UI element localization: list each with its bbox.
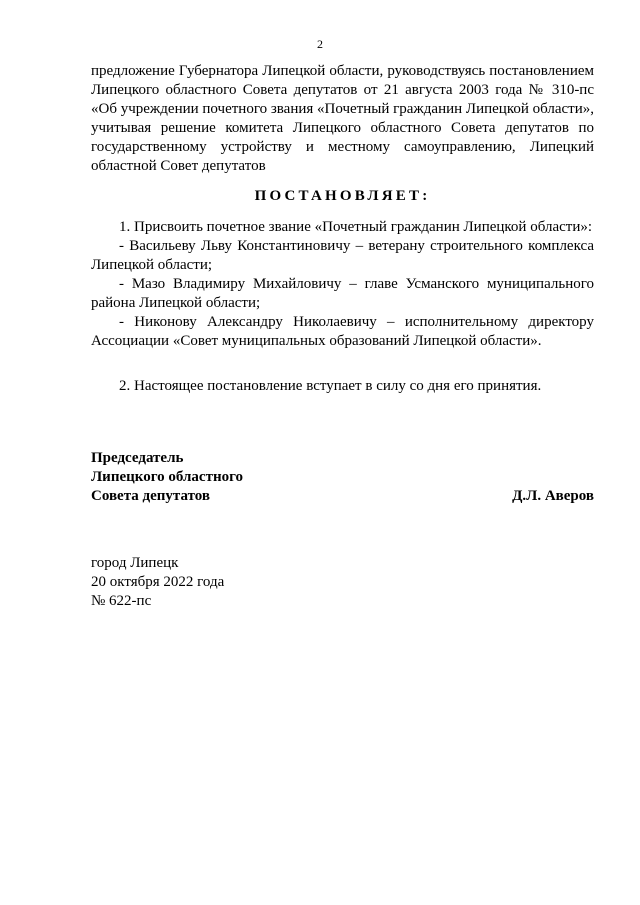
resolution-heading: ПОСТАНОВЛЯЕТ:	[254, 188, 431, 204]
recipient-item: - Васильеву Льву Константиновичу – ветерану строительного комплекса Липецкой области;	[91, 238, 594, 273]
signature-row	[91, 487, 594, 506]
signature-title-line: Совета депутатов	[91, 488, 210, 504]
footer-number: № 622-пс	[91, 593, 152, 609]
intro-paragraph: предложение Губернатора Липецкой области, руководствуясь постановлением Липецкого областного Совета депутатов от 21 августа 2003 года № 310-пс «Об учреждении почетного звания «Почетный гражданин Липецкой области», учитывая решение комитета Липецкого областного Совета депутатов по государственному устройству и местному самоуправлению, Липецкий областной Совет депутатов	[91, 63, 595, 174]
recipient-item: - Мазо Владимиру Михайловичу – главе Усманского муниципального района Липецкой области;	[91, 276, 594, 311]
page-number: 2	[317, 37, 323, 51]
footer-date: 20 октября 2022 года	[91, 574, 225, 590]
decree-block	[91, 218, 594, 351]
recipient-item: - Никонову Александру Николаевичу – исполнительному директору Ассоциации «Совет муниципальных образований Липецкой области».	[91, 314, 594, 349]
signature-block	[91, 449, 594, 506]
signatory-name: Д.Л. Аверов	[512, 488, 594, 504]
signature-title-line: Председатель	[91, 450, 184, 466]
footer-city: город Липецк	[91, 555, 179, 571]
document-footer	[91, 554, 224, 611]
signature-title-line: Липецкого областного	[91, 469, 244, 485]
decree-item-1: 1. Присвоить почетное звание «Почетный гражданин Липецкой области»:	[119, 219, 593, 235]
decree-item-2: 2. Настоящее постановление вступает в силу со дня его принятия.	[119, 378, 542, 394]
